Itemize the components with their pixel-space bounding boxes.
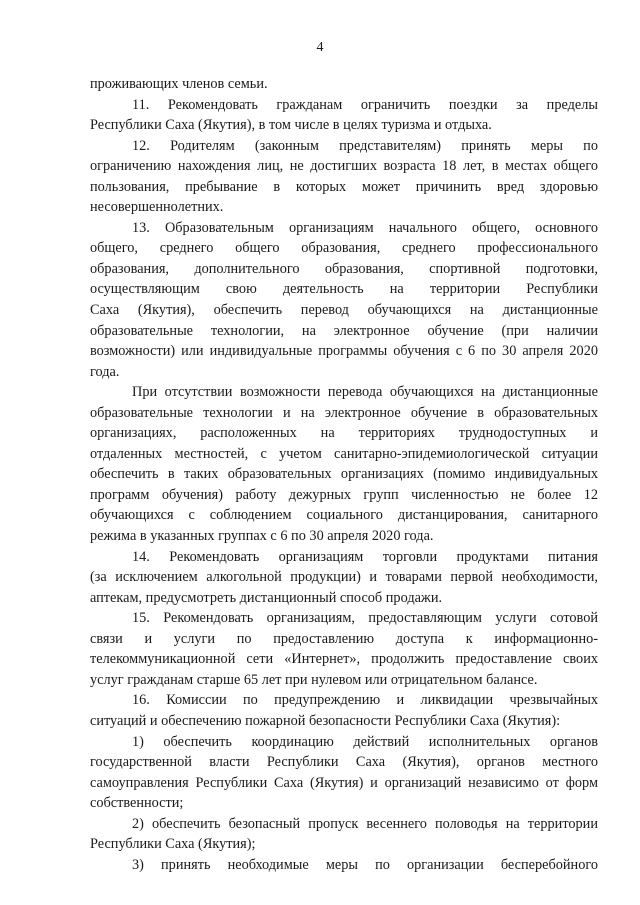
text-line: услуг гражданам старше 65 лет при нулевом или отрицательном балансе. xyxy=(90,671,538,688)
text-line: государственной власти Республики Саха (Якутия), органов местного xyxy=(90,754,598,771)
text-line: связи и услуги по предоставлению доступа к информационно- xyxy=(90,630,598,647)
text-line: 13. Образовательным организациям начального общего, основного xyxy=(132,219,598,236)
text-line: образовательные технологии и на электронное обучение в образовательных xyxy=(90,404,598,421)
text-line: собственности; xyxy=(90,795,184,812)
text-line: образовательные технологии, на электронное обучение (при наличии xyxy=(90,322,598,339)
document-body xyxy=(90,74,598,875)
text-line: проживающих членов семьи. xyxy=(90,76,268,92)
page-number: 4 xyxy=(316,40,324,55)
text-line: ситуаций и обеспечению пожарной безопасности Республики Саха (Якутия): xyxy=(90,712,561,729)
text-line: обучающихся с соблюдением социального дистанцирования, санитарного xyxy=(90,507,598,524)
text-line: 11. Рекомендовать гражданам ограничить поездки за пределы xyxy=(132,96,598,113)
text-line: года. xyxy=(90,363,120,380)
text-line: Республики Саха (Якутия); xyxy=(90,836,256,853)
text-line: При отсутствии возможности перевода обучающихся на дистанционные xyxy=(132,384,598,401)
text-line: 1) обеспечить координацию действий исполнительных органов xyxy=(132,733,598,750)
text-line: (за исключением алкогольной продукции) и товарами первой необходимости, xyxy=(90,569,598,586)
text-line: 16. Комиссии по предупреждению и ликвидации чрезвычайных xyxy=(132,692,598,709)
text-line: 15. Рекомендовать организациям, предоставляющим услуги сотовой xyxy=(132,610,598,627)
text-line: программ обучения) работу дежурных групп численностью не более 12 xyxy=(90,486,598,503)
text-line: Саха (Якутия), обеспечить перевод обучающихся на дистанционные xyxy=(90,302,598,319)
text-line: 3) принять необходимые меры по организации бесперебойного xyxy=(132,856,598,873)
text-line: самоуправления Республики Саха (Якутия) и организаций независимо от форм xyxy=(90,774,598,791)
text-line: режима в указанных группах с 6 по 30 апреля 2020 года. xyxy=(90,528,434,545)
text-line: 14. Рекомендовать организациям торговли продуктами питания xyxy=(132,548,598,565)
text-line: организациях, расположенных на территориях труднодоступных и xyxy=(90,425,598,442)
text-line: несовершеннолетних. xyxy=(90,199,224,216)
text-line: аптекам, предусмотреть дистанционный способ продажи. xyxy=(90,589,443,606)
text-line: телекоммуникационной сети «Интернет», продолжить предоставление своих xyxy=(90,651,598,668)
text-line: отдаленных местностей, с учетом санитарно-эпидемиологической ситуации xyxy=(90,445,598,462)
text-line: образования, дополнительного образования, спортивной подготовки, xyxy=(90,260,598,277)
text-line: 12. Родителям (законным представителям) принять меры по xyxy=(132,137,598,154)
text-line: пользования, пребывание в которых может причинить вред здоровью xyxy=(90,178,598,195)
text-line: обеспечить в таких образовательных организациях (помимо индивидуальных xyxy=(90,466,598,483)
text-line: осуществляющим свою деятельность на территории Республики xyxy=(90,281,598,298)
text-line: 2) обеспечить безопасный пропуск весеннего половодья на территории xyxy=(132,815,598,832)
text-line: общего, среднего общего образования, среднего профессионального xyxy=(90,240,598,257)
text-line: Республики Саха (Якутия), в том числе в целях туризма и отдыха. xyxy=(90,117,492,134)
text-line: ограничению нахождения лиц, не достигших возраста 18 лет, в местах общего xyxy=(90,158,598,175)
text-line: возможности) или индивидуальные программы обучения с 6 по 30 апреля 2020 xyxy=(90,343,598,360)
